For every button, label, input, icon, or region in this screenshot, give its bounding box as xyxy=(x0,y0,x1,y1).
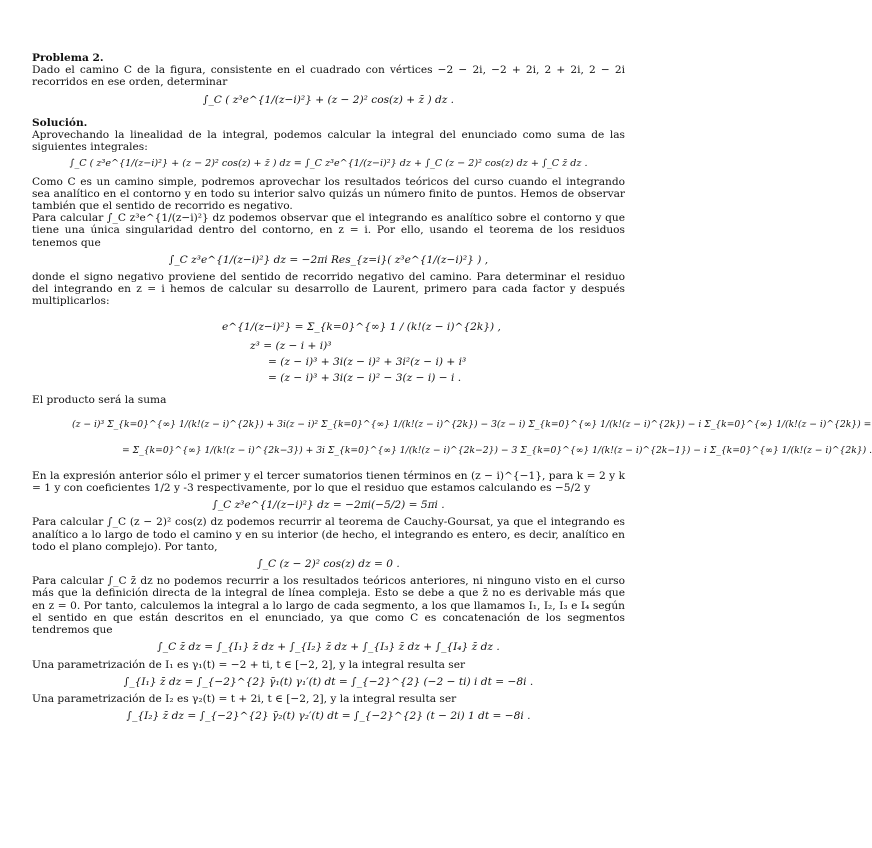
problem-statement: Dado el camino C de la figura, consistente en el cuadrado con vértices −2 − 2i, −2 + 2i, 2 + 2i, 2 − 2i recorridos en ese orden, determinar xyxy=(32,64,625,89)
equation-segments: ∫_C z̄ dz = ∫_{I₁} z̄ dz + ∫_{I₂} z̄ dz + ∫_{I₃} z̄ dz + ∫_{I₄} z̄ dz . xyxy=(157,641,500,654)
problem-heading: Problema 2. xyxy=(32,52,104,64)
laurent-expansion xyxy=(32,314,625,388)
product-line: (z − i)³ Σ_{k=0}^{∞} 1/(k!(z − i)^{2k}) + 3i(z − i)² Σ_{k=0}^{∞} 1/(k!(z − i)^{2k}) − 3(z − i) Σ_{k=0}^{∞} 1/(k!(z − i)^{2k}) − i Σ_{k=0}^{∞} 1/(k!(z − i)^{2k}) = xyxy=(72,418,872,430)
paragraph-product: El producto será la suma xyxy=(32,393,167,406)
paragraph-conjugate: Para calcular ∫_C z̄ dz no podemos recurrir a los resultados teóricos anteriores, ni ninguno visto en el curso más que la definición directa de la integral de línea compleja. Esto se debe a que z̄ no es derivable más que en z = 0. Por tanto, calculemos la integral a lo largo de cada segmento, a los que llamamos I₁, I₂, I₃ e I₄ según el sentido en que están descritos en el enunciado, ya que como C es concatenación de los segmentos tendremos que xyxy=(32,575,625,637)
laurent-line: = (z − i)³ + 3i(z − i)² − 3(z − i) − i . xyxy=(268,371,462,384)
laurent-line: z³ = (z − i + i)³ xyxy=(250,339,332,352)
paragraph-simple-path: Como C es un camino simple, podremos aprovechar los resultados teóricos del curso cuando el integrando sea analítico en el contorno y en todo su interior salvo quizás un número finito de puntos. Hemos de observar también que el sentido de recorrido es negativo. xyxy=(32,175,625,213)
equation-residue-value: ∫_C z³e^{1/(z−i)²} dz = −2πi(−5/2) = 5πi . xyxy=(212,499,445,512)
paragraph-param-i1: Una parametrización de I₁ es γ₁(t) = −2 + ti, t ∈ [−2, 2], y la integral resulta ser xyxy=(32,658,466,671)
document-page xyxy=(32,52,872,727)
equation-i2: ∫_{I₂} z̄ dz = ∫_{−2}^{2} γ̄₂(t) γ₂′(t) dt = ∫_{−2}^{2} (t − 2i) 1 dt = −8i . xyxy=(126,710,531,723)
laurent-line: e^{1/(z−i)²} = Σ_{k=0}^{∞} 1 / (k!(z − i)^{2k}) , xyxy=(222,320,501,333)
laurent-line: = (z − i)³ + 3i(z − i)² + 3i²(z − i) + i³ xyxy=(268,355,467,368)
equation-residue: ∫_C z³e^{1/(z−i)²} dz = −2πi Res_{z=i}( z³e^{1/(z−i)²} ) , xyxy=(168,253,489,266)
paragraph-laurent-intro: donde el signo negativo proviene del sentido de recorrido negativo del camino. Para determinar el residuo del integrando en z = i hemos de calcular su desarrollo de Laurent, primero para cada factor y después multiplicarlos: xyxy=(32,271,625,308)
paragraph-param-i2: Una parametrización de I₂ es γ₂(t) = t + 2i, t ∈ [−2, 2], y la integral resulta ser xyxy=(32,692,457,705)
product-line: = Σ_{k=0}^{∞} 1/(k!(z − i)^{2k−3}) + 3i Σ_{k=0}^{∞} 1/(k!(z − i)^{2k−2}) − 3 Σ_{k=0}^{∞} 1/(k!(z − i)^{2k−1}) − i Σ_{k=0}^{∞} 1/(k!(z − i)^{2k}) . xyxy=(122,444,872,456)
paragraph-cauchy-goursat: Para calcular ∫_C (z − 2)² cos(z) dz podemos recurrir al teorema de Cauchy-Goursat, ya que el integrando es analítico a lo largo de todo el camino y en su interior (de hecho, el integrando es entero, es decir, analítico en todo el plano complejo). Por tanto, xyxy=(32,516,625,553)
paragraph-residue-result: En la expresión anterior sólo el primer y el tercer sumatorios tienen términos en (z − i)^{−1}, para k = 2 y k = 1 y con coeficientes 1/2 y -3 respectivamente, por lo que el residuo que estamos calculando es −5/2 y xyxy=(32,469,625,495)
paragraph-residue-intro: Para calcular ∫_C z³e^{1/(z−i)²} dz podemos observar que el integrando es analítico sobre el contorno y que tiene una única singularidad dentro del contorno, en z = i. Por ello, usando el teorema de los residuos tenemos que xyxy=(32,212,625,249)
equation-main-integral: ∫_C ( z³e^{1/(z−i)²} + (z − 2)² cos(z) + z̄ ) dz . xyxy=(202,93,455,106)
paragraph-linearity: Aprovechando la linealidad de la integral, podemos calcular la integral del enunciado como suma de las siguientes integrales: xyxy=(32,129,625,154)
equation-split-integral: ∫_C ( z³e^{1/(z−i)²} + (z − 2)² cos(z) + z̄ ) dz = ∫_C z³e^{1/(z−i)²} dz + ∫_C (z − 2)² cos(z) dz + ∫_C z̄ dz . xyxy=(69,158,588,170)
product-expansion xyxy=(32,412,872,464)
equation-cauchy-goursat: ∫_C (z − 2)² cos(z) dz = 0 . xyxy=(257,558,400,571)
equation-i1: ∫_{I₁} z̄ dz = ∫_{−2}^{2} γ̄₁(t) γ₁′(t) dt = ∫_{−2}^{2} (−2 − ti) i dt = −8i . xyxy=(123,675,534,688)
solution-heading: Solución. xyxy=(32,116,88,129)
